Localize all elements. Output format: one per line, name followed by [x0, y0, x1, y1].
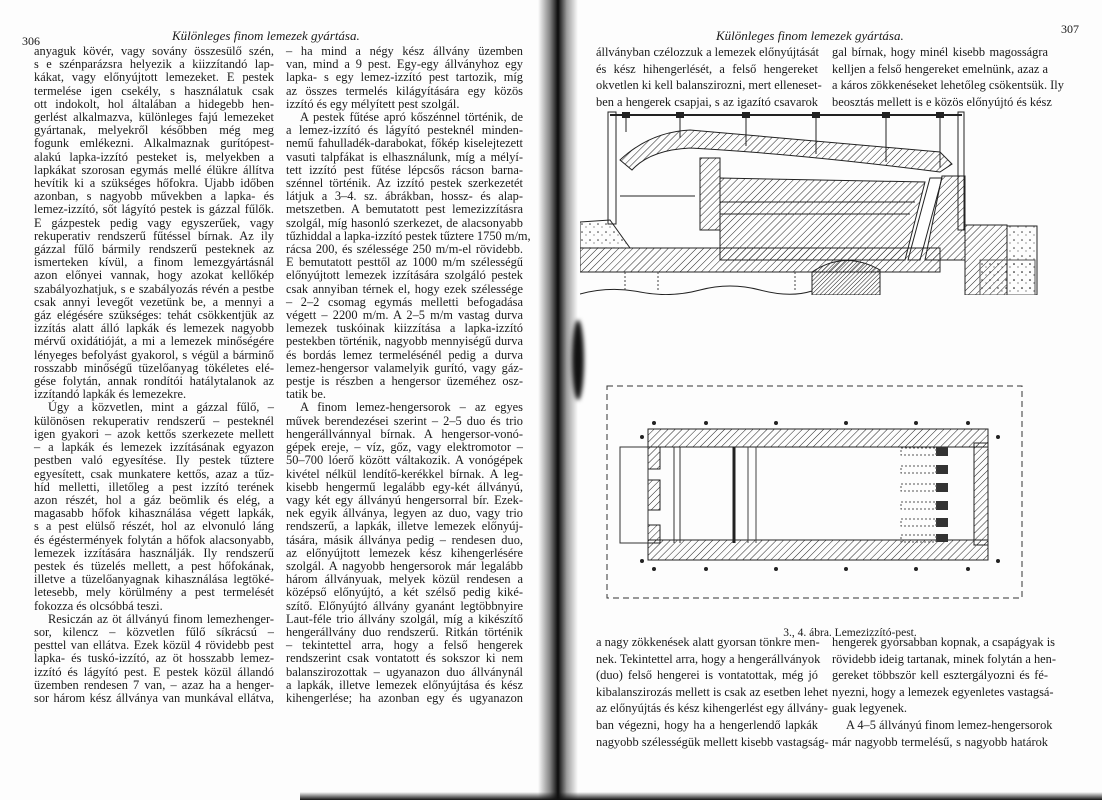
- text-line: azon előnyei vannak, hogy azokat kellőkép: [34, 268, 274, 283]
- text-line: rosszabb minőségű tüzelőanyag tökéletes elé-: [34, 360, 274, 375]
- text-line: (duo) felső hengerei is vontatottak, még jó: [596, 668, 818, 683]
- text-line: – ha mind a négy kész állvány üzemben: [286, 44, 523, 58]
- text-line: hengerállvány duo rendszerű. Ritkán történik: [286, 624, 523, 639]
- right-page-bottom-column-1: [596, 634, 829, 750]
- text-line: izzítandó lapkák és lemezekre.: [34, 387, 187, 402]
- dashed-outline: [607, 386, 1022, 598]
- text-line: lemez-izzító, sőt lágyító pestek is gázzal fűlők.: [34, 202, 274, 217]
- figure-3-longitudinal-section: [580, 110, 1040, 295]
- text-line: gése folytán, annak rondítói hatálytalanok az: [34, 374, 274, 389]
- text-line: okvetlen ki kell balanszirozni, mert elleneset-: [596, 78, 822, 93]
- text-line: gereket többször kell esztergályozni és fé-: [832, 668, 1048, 683]
- text-line: lapka- s egy lemez-izzító pest tartozik, míg: [286, 70, 523, 85]
- text-line: egyesített, csak munkatere kettős, azaz a tűz-: [34, 466, 274, 481]
- text-line: és bordás lemez termelésénél pedig a durva: [286, 347, 523, 362]
- text-line: az előnyújtott lemezek kész kihengerlésére: [286, 545, 523, 560]
- left-page-column-1: [34, 45, 274, 705]
- left-page-column-2: [286, 44, 531, 705]
- text-line: ismerteken kívül, a finom lemezgyártásnál: [34, 255, 274, 270]
- text-line: csak annyiban térnek el, hogy ezek szélessége: [286, 281, 523, 296]
- text-line: rekuperativ rendszerű fűtéssel bírnak. Az ily: [34, 228, 274, 243]
- text-line: – a lapkák és lemezek izzításának egyazon: [34, 440, 274, 455]
- plan-top-wall: [648, 429, 988, 447]
- bridge-wall: [700, 158, 720, 230]
- running-head-left: Különleges finom lemezek gyártása.: [172, 28, 360, 43]
- text-line: izzító és egy mélyített pest szolgál.: [286, 96, 460, 111]
- gutter-blot: [572, 320, 584, 400]
- text-line: különösen rekuperativ rendszerű – pesteknél: [34, 413, 274, 428]
- text-line: tására, másik állványa pedig – rendesen duo,: [286, 532, 523, 547]
- text-line: középső előnyújtó, a két szélső pedig kiké-: [286, 585, 523, 600]
- text-line: – tekintettel arra, hogy a felső hengerek: [286, 638, 523, 653]
- text-line: a káros zökkenéseket lehetőleg csökentsük. Ily: [832, 78, 1064, 93]
- text-line: három állványuak, melyek közül rendesen a: [286, 572, 523, 587]
- flue-openings: [901, 447, 948, 542]
- text-line: illetve a tüzelőanyagnak kihasználása legtöké-: [34, 572, 274, 587]
- text-line: rendszerű, a lapkák, illetve lemezek előnyúj-: [286, 519, 523, 534]
- text-line: rácsa 200, és szélessége 250 m/m-el rövidebb.: [286, 242, 523, 257]
- text-line: a lapkák, illetve lemezek előnyújtása és kész: [286, 677, 523, 692]
- text-line: tűzhiddal a lapka-izzító pestek tűztere 1750 m/m,: [286, 228, 531, 243]
- text-line: gerlést alkalmazva, különleges fajú lemezeket: [34, 110, 274, 125]
- text-line: letesebb, mely körülmény a pest termelését: [34, 585, 274, 600]
- page-number-right: 307: [1061, 22, 1079, 36]
- right-page-bottom-column-2: [832, 634, 1056, 750]
- text-line: izzító és lágyító pest. E pestek közül állandó: [34, 664, 274, 679]
- text-line: lemez-hengersor valamelyik gurító, vagy gáz-: [286, 360, 523, 375]
- text-line: A 4–5 állványú finom lemez-hengersorok: [846, 717, 1053, 732]
- text-line: metszetben. A bemutatott pest lemezizzításra: [286, 202, 523, 217]
- text-line: kelljen a felső hengereket emelnünk, azaz a: [832, 61, 1048, 76]
- page-number-left: 306: [22, 34, 40, 48]
- text-line: hengerek gyorsabban kopnak, a csapágyak is: [832, 635, 1055, 649]
- text-line: gáz elégésére szükséges: tehát csökkentjük az: [34, 308, 274, 323]
- text-line: szolgál. A nagyobb hengersorok már legalább: [286, 558, 523, 573]
- text-line: kihengerlése; ha azonban egy és ugyanazon: [286, 690, 523, 705]
- text-line: rendszerint csak vontatott és sokszor ki nem: [286, 651, 523, 666]
- text-line: híd melletti, illetőleg a pest izzító terének: [34, 479, 274, 494]
- text-line: gyártanak, melyekről későbben még meg: [34, 123, 274, 138]
- text-line: pesttel van ellátva. Ezek közül 4 rövidebb pest: [34, 638, 274, 653]
- text-line: nemű fahulladék-darabokat, főkép kiselejtezett: [286, 136, 523, 151]
- text-line: pestek és tüzelés mellett, a pest hőfokának,: [34, 558, 274, 573]
- text-line: sor három kész állványa van munkával ellátva,: [34, 690, 274, 705]
- text-line: kákat, vagy előnyújtott lemezeket. E pestek: [34, 70, 274, 85]
- page-bottom-shadow: [300, 792, 1102, 800]
- right-page: [548, 0, 1102, 800]
- text-line: állványban czélozzuk a lemezek előnyújtását: [596, 45, 819, 59]
- arched-roof: [620, 130, 952, 172]
- text-line: vagy két egy állványú hengersorral bír. Ezek-: [286, 492, 523, 507]
- text-line: A finom lemez-hengersorok – az egyes: [300, 400, 523, 415]
- text-line: kivétel nélkül lendítő-kerékkel bírnak. A leg-: [286, 466, 523, 481]
- running-head-right: Különleges finom lemezek gyártása.: [716, 28, 904, 43]
- text-line: lapka- és tuskó-izzító, az öt hosszabb lemez-: [34, 651, 274, 666]
- text-line: lapkákat szorosan egymás mellé élükre állítva: [34, 162, 274, 177]
- text-line: tett izzító pest fűtése lépcsős rácson barna-: [286, 162, 523, 177]
- text-line: gal bírnak, hogy minél kisebb magosságra: [832, 45, 1048, 59]
- text-line: csak annyi levegőt vezetünk be, a mennyi a: [34, 294, 274, 309]
- text-line: s e szénparázsra helyezik a kiizzítandó lap-: [34, 57, 274, 72]
- text-line: szabályozhatjuk, s e szabályozás révén a pestbe: [34, 281, 274, 296]
- text-line: A pestek fűtése apró kőszénnel történik, de: [300, 110, 523, 125]
- text-line: fogunk emlékezni. Alkalmaznak gurítópest-: [34, 136, 274, 151]
- text-line: balanszirozottak – ugyanazon duo állványnál: [286, 664, 523, 679]
- text-line: E bemutatott pesttől az 1000 m/m szélességű: [286, 255, 523, 270]
- text-line: vasuti talpfákat is elhasználunk, míg a mélyí-: [286, 149, 523, 164]
- text-line: rövidebb ideig tartanak, minek folytán a hen-: [832, 651, 1056, 666]
- right-page-top-column-2: [832, 44, 1064, 110]
- text-line: magasabb hőfok kihasználása végett lapkák,: [34, 506, 274, 521]
- text-line: már nagyobb termelésű, s nagyobb határok: [832, 734, 1048, 749]
- text-line: lemezek izzítására használják. Ily rendszerű: [34, 545, 274, 560]
- text-line: pestekben történik, nagyobb mennyiségű durva: [286, 334, 523, 349]
- text-line: gázzal fűlő bármily rendszerű pesteknek az: [34, 242, 274, 257]
- text-line: alakú lapka-izzító pesteket is, melyekben a: [34, 149, 274, 164]
- text-line: sor, kilencz – közvetlen fűlő síkrácsú –: [34, 624, 274, 639]
- base-slab: [580, 248, 940, 272]
- text-line: ben a hengerek csapjai, s az igazító csavarok: [596, 94, 818, 109]
- text-line: lemezek tuskóinak kiizzítása a lapka-izzító: [286, 321, 523, 336]
- text-line: anyaguk kövér, vagy sovány összesülő szén,: [34, 44, 274, 58]
- text-line: és kész hihengerlését, a felső hengereket: [596, 61, 818, 76]
- text-line: művek berendezései szerint – 2–5 duo és trio: [286, 413, 523, 428]
- text-line: mérvű oxidátióját, a mi a lemezek minőségére: [34, 334, 274, 349]
- text-line: 50–700 lóerő között váltakozik. A vonógépek: [286, 453, 523, 468]
- text-line: E gázpestek pedig vagy egyszerűek, vagy: [34, 215, 274, 230]
- text-line: nek egyik állványa, legyen az duo, vagy trio: [286, 506, 523, 521]
- text-line: üzemben rendesen 7 van, – azaz ha a henger-: [34, 677, 274, 692]
- right-page-top-column-1: [596, 44, 822, 110]
- text-line: azon részét, hol a gáz beömlik és elég, a: [34, 492, 274, 507]
- text-line: a nagy zökkenések alatt gyorsan tönkre men-: [596, 635, 820, 649]
- book-spine-shadow: [538, 0, 578, 800]
- text-line: hevítik ki a szükséges hőfokra. Ujabb időben: [34, 176, 274, 191]
- text-line: hengerállvánnyal bírnak. A hengersor-vonó-: [286, 426, 523, 441]
- text-line: kisebb hengermű legalább egy-két állványú,: [286, 479, 523, 494]
- text-line: nek. Tekintettel arra, hogy a hengerállványok: [596, 651, 821, 666]
- text-line: beosztás mellett is e közös előnyújtó és kész: [832, 94, 1052, 109]
- text-line: az előnyújtás és kész kihengerlést egy állvány-: [596, 701, 828, 716]
- text-line: Úgy a közvetlen, mint a gázzal fűlő, –: [48, 400, 274, 415]
- text-line: termelése igen csekély, s használatuk csak: [34, 83, 274, 98]
- text-line: látjuk a 3–4. sz. ábrákban, hossz- és alap-: [286, 189, 523, 204]
- figure-caption: 3., 4. ábra. Lemezizzító-pest.: [783, 627, 917, 639]
- text-line: nyezni, hogy a lemezek egyenletes vastagsá-: [832, 684, 1054, 699]
- text-line: s a pest elülső részét, hol az elvonuló láng: [34, 519, 274, 534]
- text-line: igen gyakori – azok kettős szerkezete mellett: [34, 426, 274, 441]
- text-line: nagyobb szélességük mellett kisebb vastagság-: [596, 734, 829, 749]
- text-line: előnyújtott lemezek izzítására szolgáló pestek: [286, 268, 523, 283]
- text-line: izzítás alatt álló lapkák és lemezek nagyobb: [34, 321, 274, 336]
- text-line: kibalanszirozás mellett is csak az esetben lehet: [596, 684, 828, 699]
- text-line: végett – 2200 m/m. A 2–5 m/m vastag durva: [286, 308, 523, 323]
- text-line: szénnel történik. Az izzító pestek szerkezetét: [286, 176, 523, 191]
- text-line: pestje is részben a hengersor üzeméhez osz-: [286, 374, 523, 389]
- text-line: lényeges befolyást gyakorol, s végül a bárminő: [34, 347, 274, 362]
- text-line: azonban, s nagyobb művekben a lapka- és: [34, 189, 274, 204]
- text-line: van, mind a 9 pest. Egy-egy állványhoz egy: [286, 57, 523, 72]
- text-line: szolgál, míg hasonló szerkezet, de alacsonyabb: [286, 215, 523, 230]
- text-line: az összes termelés kilágyítására egy közös: [286, 83, 523, 98]
- text-line: és égéstermények folytán a hőfok alacsonyabb,: [34, 532, 274, 547]
- left-page: [0, 0, 548, 800]
- text-line: Resiczán az öt állványú finom lemezhenger-: [48, 611, 274, 626]
- text-line: szítő. Előnyújtó állvány gyanánt legtöbbnyire: [286, 598, 523, 613]
- text-line: guak legyenek.: [832, 701, 908, 716]
- text-line: a lemez-izzító és lágyító pesteknél minden-: [286, 123, 523, 138]
- text-line: pestben való egyesítése. Ily pestek tűztere: [34, 453, 274, 468]
- text-line: gépek ereje, – víz, gőz, vagy elektromotor –: [286, 440, 523, 455]
- text-line: ott indokolt, hol általában a hidegebb hen-: [34, 96, 274, 111]
- text-line: – 2–2 csomag egymás melletti befogadása: [286, 294, 523, 309]
- plan-bottom-wall: [648, 540, 988, 560]
- text-line: ban végezni, hogy ha a hengerlendő lapkák: [596, 717, 818, 732]
- text-line: Laut-féle trio állvány szolgál, míg a kikészítő: [286, 611, 523, 626]
- text-line: fokozza és olcsóbbá teszi.: [34, 598, 163, 613]
- figure-4-plan-view: [606, 385, 1026, 605]
- text-line: tatik be.: [286, 387, 326, 402]
